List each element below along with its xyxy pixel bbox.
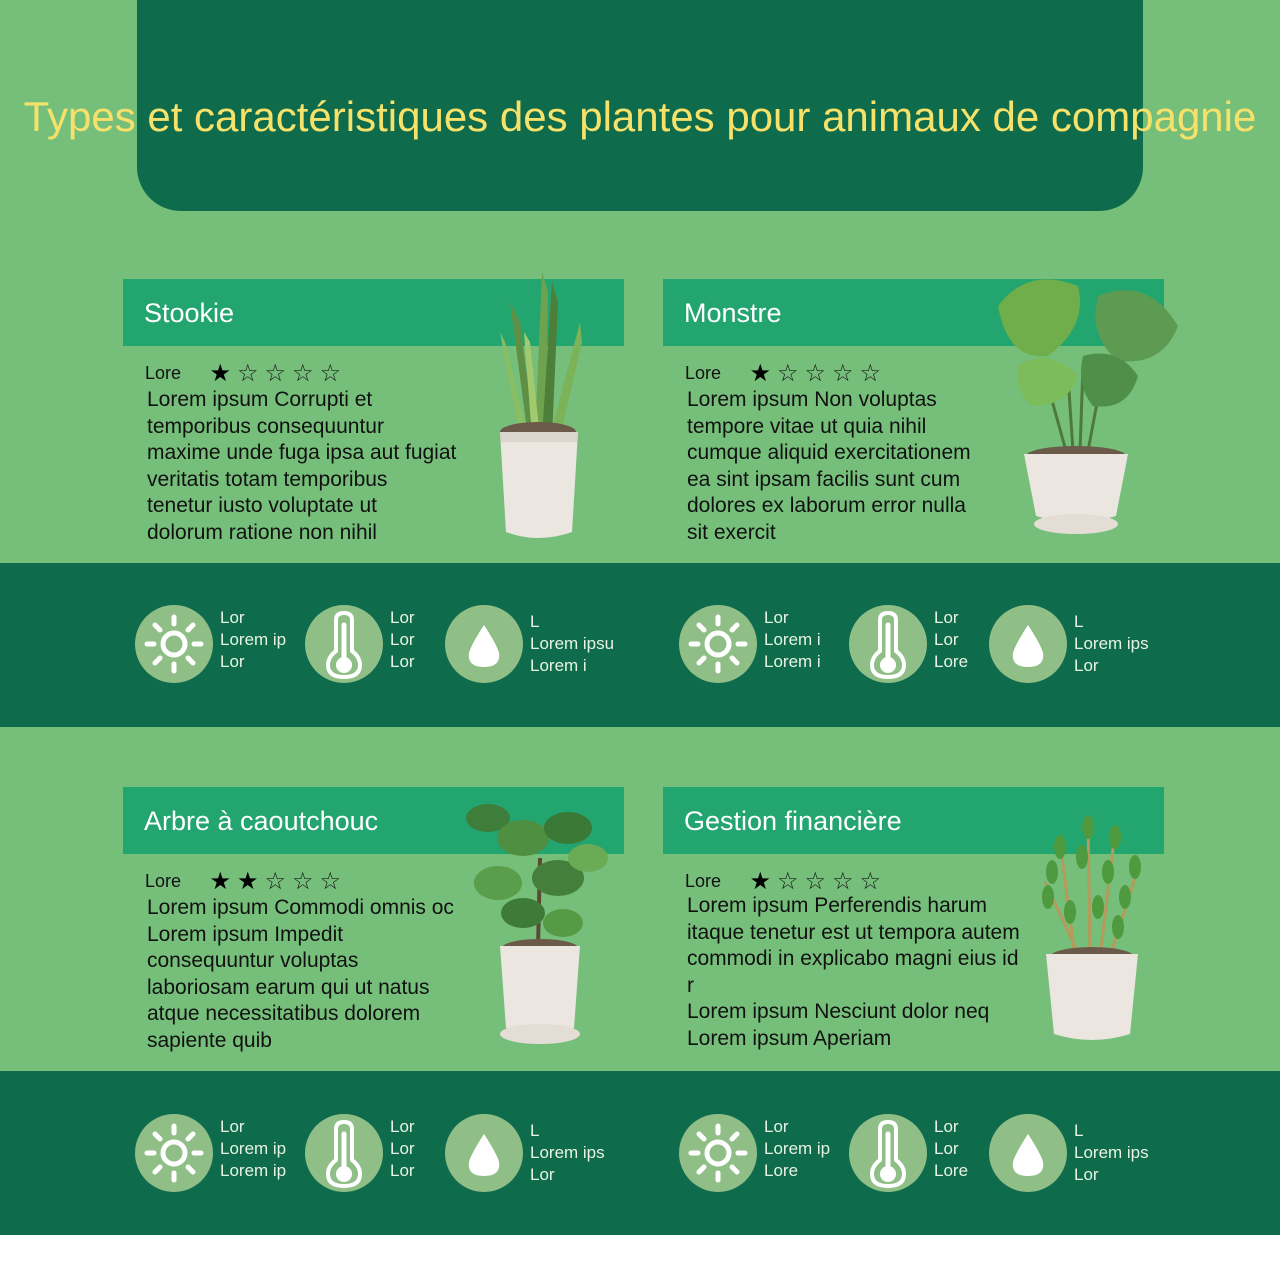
stat-line: Lor [1074, 1165, 1099, 1184]
stat-line: Lor [390, 630, 415, 649]
stats-gestion-financiere [679, 1114, 1199, 1204]
star-rating [209, 359, 347, 387]
stat-text [390, 1116, 415, 1182]
card-description: Lorem ipsum Perferendis harum itaque tenetur est ut tempora autem commodi in explicabo magni eius id r Lorem ipsum Nesciunt dolor neq Lorem ipsum Aperiam [687, 894, 1020, 1050]
stat-text [934, 1116, 968, 1182]
stat-line: Lorem ips [530, 1143, 605, 1162]
star-empty-icon: ☆ [292, 359, 320, 387]
thermometer-icon [849, 1114, 927, 1192]
stat-line: Lor [220, 1117, 245, 1136]
rating-row [685, 867, 887, 893]
stat-line: Lore [764, 1161, 799, 1180]
stat-text [220, 1116, 286, 1182]
stat-line: Lorem ips [1074, 634, 1149, 653]
stat-line: Lorem ips [1074, 1143, 1149, 1162]
zz-plant-icon [1030, 812, 1155, 1044]
water-drop-icon [445, 605, 523, 683]
page-title: Types et caractéristiques des plantes pour animaux de compagnie [23, 93, 1257, 140]
stat-text [1074, 611, 1149, 677]
rating-label: Lore [145, 362, 182, 383]
sun-icon [679, 605, 757, 683]
snake-plant-icon [480, 262, 590, 542]
stat-line: Lorem ip [220, 1161, 287, 1180]
stats-arbre-a-caoutchouc [135, 1114, 655, 1204]
stat-line: L [1074, 612, 1084, 631]
water-drop-icon [989, 1114, 1067, 1192]
stat-line: Lorem ipsu [530, 634, 615, 653]
stat-line: Lor [530, 1165, 555, 1184]
star-filled-icon: ★ [749, 359, 777, 387]
stat-line: Lor [220, 652, 245, 671]
star-empty-icon: ☆ [832, 867, 860, 895]
sun-icon [135, 605, 213, 683]
stat-line: Lor [934, 630, 959, 649]
stat-line: Lorem i [764, 652, 821, 671]
water-drop-icon [989, 605, 1067, 683]
star-empty-icon: ☆ [804, 359, 832, 387]
thermometer-icon [849, 605, 927, 683]
card-title: Arbre à caoutchouc [144, 806, 379, 836]
stat-line: Lorem ip [764, 1139, 831, 1158]
sun-icon [135, 1114, 213, 1192]
star-empty-icon: ☆ [804, 867, 832, 895]
card-title: Monstre [684, 298, 782, 328]
stat-line: Lore [934, 652, 969, 671]
stat-line: Lor [390, 1161, 415, 1180]
rubber-tree-plant-icon [448, 798, 613, 1053]
water-drop-icon [445, 1114, 523, 1192]
star-empty-icon: ☆ [776, 867, 805, 895]
stat-text [220, 607, 286, 673]
card-title: Gestion financière [684, 806, 902, 836]
thermometer-icon [305, 1114, 383, 1192]
stat-text [1074, 1120, 1149, 1186]
star-empty-icon: ☆ [292, 867, 320, 895]
stat-text [390, 607, 415, 673]
stat-text [764, 607, 821, 673]
card-description: Lorem ipsum Commodi omnis oc Lorem ipsum Impedit consequuntur voluptas laboriosam earum qui ut natus atque necessitatibus dolorem sapiente quib [147, 896, 454, 1052]
star-rating [749, 867, 887, 895]
star-empty-icon: ☆ [319, 867, 348, 895]
stats-monstre [679, 605, 1199, 695]
card-description: Lorem ipsum Non voluptas tempore vitae ut quia nihil cumque aliquid exercitationem ea sint ipsam facilis sunt cum dolores ex laborum error nulla sit exercit [687, 388, 971, 544]
stat-line: Lor [390, 1117, 415, 1136]
star-rating [749, 359, 887, 387]
stats-stookie [135, 605, 655, 695]
rating-row [145, 359, 347, 385]
stat-line: Lorem i [530, 656, 587, 675]
stat-line: Lorem ip [220, 1139, 287, 1158]
stat-line: Lor [934, 1139, 959, 1158]
stat-line: L [1074, 1121, 1084, 1140]
rating-label: Lore [145, 870, 182, 891]
stat-line: Lor [390, 652, 415, 671]
thermometer-icon [305, 605, 383, 683]
star-empty-icon: ☆ [859, 359, 888, 387]
stat-line: Lor [764, 1117, 789, 1136]
star-rating [209, 867, 347, 895]
star-empty-icon: ☆ [264, 867, 292, 895]
stat-line: Lorem ip [220, 630, 287, 649]
stat-line: Lor [934, 608, 959, 627]
card-title: Stookie [144, 298, 235, 328]
stat-line: Lor [764, 608, 789, 627]
monstera-plant-icon [988, 266, 1183, 546]
rating-row [145, 867, 347, 893]
star-filled-icon: ★ [749, 867, 777, 895]
star-empty-icon: ☆ [832, 359, 860, 387]
stat-line: Lore [934, 1161, 969, 1180]
star-empty-icon: ☆ [236, 359, 265, 387]
stat-line: L [530, 1121, 540, 1140]
star-filled-icon: ★ [209, 359, 237, 387]
stat-line: Lor [1074, 656, 1099, 675]
star-empty-icon: ☆ [319, 359, 348, 387]
stat-line: L [530, 612, 540, 631]
star-empty-icon: ☆ [859, 867, 888, 895]
stat-text [530, 1120, 605, 1186]
stat-text [764, 1116, 830, 1182]
rating-row [685, 359, 887, 385]
star-filled-icon: ★ [236, 867, 265, 895]
sun-icon [679, 1114, 757, 1192]
card-description: Lorem ipsum Corrupti et temporibus consequuntur maxime unde fuga ipsa aut fugiat veritatis totam temporibus tenetur iusto voluptate ut dolorum ratione non nihil [147, 388, 457, 544]
star-filled-icon: ★ [209, 867, 237, 895]
stat-line: Lor [390, 1139, 415, 1158]
stat-line: Lor [220, 608, 245, 627]
stat-line: Lor [390, 608, 415, 627]
stat-line: Lorem i [764, 630, 821, 649]
stat-text [530, 611, 614, 677]
star-empty-icon: ☆ [776, 359, 805, 387]
stat-text [934, 607, 968, 673]
star-empty-icon: ☆ [264, 359, 292, 387]
stat-line: Lor [934, 1117, 959, 1136]
rating-label: Lore [685, 870, 722, 891]
rating-label: Lore [685, 362, 722, 383]
